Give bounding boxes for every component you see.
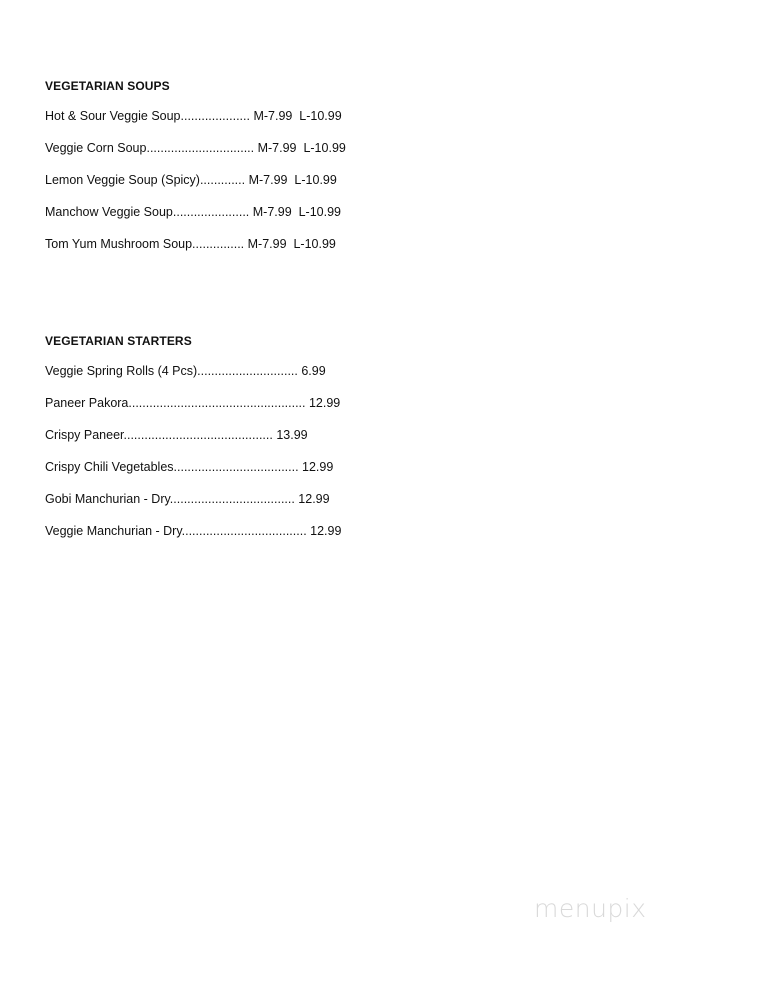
starter-item: Crispy Paneer........................................... 13.99	[45, 428, 308, 442]
soup-item: Hot & Sour Veggie Soup.................... M-7.99 L-10.99	[45, 109, 342, 123]
soups-heading: VEGETARIAN SOUPS	[45, 79, 170, 93]
starter-item: Veggie Spring Rolls (4 Pcs)............................. 6.99	[45, 364, 326, 378]
starter-item: Paneer Pakora................................................... 12.99	[45, 396, 341, 410]
soups-list	[45, 108, 346, 252]
starter-item: Veggie Manchurian - Dry.................................... 12.99	[45, 524, 342, 538]
starters-list	[45, 363, 341, 539]
starters-heading: VEGETARIAN STARTERS	[45, 334, 192, 348]
watermark-logo: menupix	[534, 894, 647, 923]
menupix-watermark	[530, 876, 690, 936]
vegetarian-soups-section	[45, 78, 346, 268]
soup-item: Veggie Corn Soup............................... M-7.99 L-10.99	[45, 141, 346, 155]
starter-item: Gobi Manchurian - Dry.................................... 12.99	[45, 492, 330, 506]
starter-item: Crispy Chili Vegetables.................................... 12.99	[45, 460, 334, 474]
vegetarian-starters-section	[45, 333, 341, 555]
soup-item: Manchow Veggie Soup...................... M-7.99 L-10.99	[45, 205, 341, 219]
soup-item: Lemon Veggie Soup (Spicy)............. M-7.99 L-10.99	[45, 173, 337, 187]
soup-item: Tom Yum Mushroom Soup............... M-7.99 L-10.99	[45, 237, 336, 251]
